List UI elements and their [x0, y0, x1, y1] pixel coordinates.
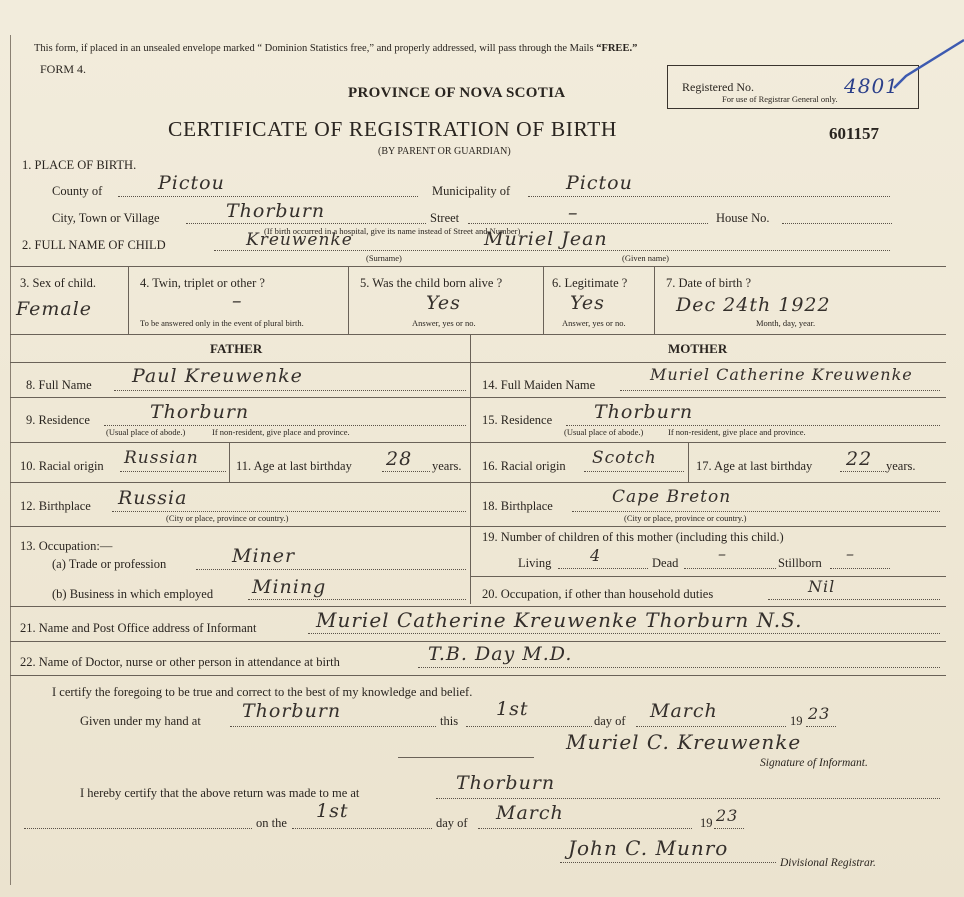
father-business-label: (b) Business in which employed — [52, 587, 214, 601]
mother-occupation-value: Nil — [808, 577, 836, 596]
check-mark-icon — [864, 36, 964, 96]
father-birthplace-note: (City or place, province or country.) — [166, 513, 289, 523]
mother-age-line — [840, 471, 886, 472]
certificate-subtitle: (BY PARENT OR GUARDIAN) — [378, 146, 511, 157]
registered-label: Registered No. — [682, 80, 754, 94]
child-name-line — [214, 250, 890, 251]
dob-value: Dec 24th 1922 — [676, 294, 831, 316]
father-name-value: Paul Kreuwenke — [132, 365, 303, 387]
given-month-line — [636, 726, 786, 727]
legitimate-value: Yes — [570, 292, 605, 314]
registrar-use-note: For use of Registrar General only. — [722, 94, 838, 104]
rule-mother-residence — [470, 442, 946, 443]
given-day-line — [466, 726, 592, 727]
place-of-birth-heading: 1. PLACE OF BIRTH. — [22, 158, 137, 172]
mother-age-value: 22 — [846, 448, 873, 470]
given-day-of-label: day of — [594, 714, 626, 728]
informant-signature: Muriel C. Kreuwenke — [566, 730, 802, 754]
mother-years-label: years. — [886, 459, 916, 473]
given-year-line — [806, 726, 836, 727]
mother-name-label: 14. Full Maiden Name — [482, 378, 596, 392]
father-racial-line — [120, 471, 226, 472]
twin-value: – — [232, 290, 243, 312]
parents-divider — [470, 334, 471, 604]
mother-residence-note: (Usual place of abode.) — [564, 427, 644, 437]
divisional-registrar-label: Divisional Registrar. — [780, 857, 876, 869]
city-line — [186, 223, 426, 224]
given-place-line — [230, 726, 436, 727]
alive-value: Yes — [426, 292, 461, 314]
father-name-label: 8. Full Name — [26, 378, 92, 392]
child-surname-value: Kreuwenke — [246, 230, 353, 250]
divider-6-7 — [654, 266, 655, 334]
divider-16-17 — [688, 442, 689, 482]
mother-stillborn-value: – — [846, 544, 855, 563]
mail-notice-free: “FREE.” — [596, 43, 638, 54]
father-nonresident-note: If non-resident, give place and province. — [212, 427, 350, 437]
child-given-value: Muriel Jean — [484, 228, 608, 250]
city-value: Thorburn — [226, 200, 326, 222]
rule-father-birthplace — [10, 526, 470, 527]
house-line — [782, 223, 892, 224]
registrar-signature: John C. Munro — [568, 836, 729, 860]
city-label: City, Town or Village — [52, 211, 160, 225]
municipality-value: Pictou — [566, 172, 633, 194]
father-age-line — [382, 471, 430, 472]
father-birthplace-label: 12. Birthplace — [20, 499, 91, 513]
mother-stillborn-label: Stillborn — [778, 556, 822, 570]
registrar-month-value: March — [496, 802, 564, 824]
registrar-year-prefix: 19 — [700, 816, 713, 830]
mother-stillborn-line — [830, 568, 890, 569]
twin-note: To be answered only in the event of plural birth. — [140, 318, 304, 328]
alive-note: Answer, yes or no. — [412, 318, 476, 328]
registrar-certify-statement: I hereby certify that the above return was made to me at — [80, 786, 360, 800]
father-occupation-label: 13. Occupation:— — [20, 539, 113, 553]
father-residence-note: (Usual place of abode.) — [106, 427, 186, 437]
street-label: Street — [430, 211, 460, 225]
informant-value: Muriel Catherine Kreuwenke Thorburn N.S. — [316, 608, 803, 632]
given-day-value: 1st — [496, 698, 529, 720]
rule-father-racial — [10, 482, 470, 483]
father-racial-label: 10. Racial origin — [20, 459, 104, 473]
mother-residence-label: 15. Residence — [482, 413, 553, 427]
mother-living-value: 4 — [590, 546, 602, 565]
registrar-year-value: 23 — [716, 806, 739, 825]
mail-notice — [34, 43, 637, 54]
rule-parents-heading — [10, 362, 946, 363]
mother-living-line — [558, 568, 648, 569]
county-label: County of — [52, 184, 103, 198]
hospital-note: (If birth occurred in a hospital, give its name instead of Street and Number) — [264, 226, 521, 236]
county-line — [118, 196, 418, 197]
father-trade-line — [196, 569, 466, 570]
registrar-signature-line — [560, 862, 776, 863]
registrar-place-value: Thorburn — [456, 772, 556, 794]
father-birthplace-line — [112, 511, 466, 512]
certify-statement: I certify the foregoing to be true and correct to the best of my knowledge and belief. — [52, 685, 473, 699]
mother-nonresident-note: If non-resident, give place and province. — [668, 427, 806, 437]
registrar-place-line — [436, 798, 940, 799]
doctor-label: 22. Name of Doctor, nurse or other person in attendance at birth — [20, 655, 340, 669]
rule-mother-name — [470, 397, 946, 398]
rule-doctor — [10, 675, 946, 676]
mail-notice-text: This form, if placed in an unsealed envelope marked “ Dominion Statistics free,” and properly addressed, will pass through the Mails — [34, 43, 594, 54]
certificate-title: CERTIFICATE OF REGISTRATION OF BIRTH — [168, 117, 618, 141]
municipality-line — [528, 196, 890, 197]
house-label: House No. — [716, 211, 770, 225]
sex-value: Female — [16, 298, 93, 320]
rule-mother-children — [470, 576, 946, 577]
rule-child-details-bottom — [10, 334, 946, 335]
father-heading: FATHER — [210, 341, 263, 356]
mother-name-line — [620, 390, 940, 391]
given-place-value: Thorburn — [242, 700, 342, 722]
given-month-value: March — [650, 700, 718, 722]
mother-residence-value: Thorburn — [594, 401, 694, 423]
father-age-label: 11. Age at last birthday — [236, 459, 352, 473]
father-age-value: 28 — [386, 448, 413, 470]
given-under-label: Given under my hand at — [80, 714, 201, 728]
twin-label: 4. Twin, triplet or other ? — [140, 276, 265, 290]
registrar-day-value: 1st — [316, 800, 349, 822]
registrar-month-line — [478, 828, 692, 829]
this-label: this — [440, 714, 459, 728]
given-year-value: 23 — [808, 704, 831, 723]
mother-residence-line — [566, 425, 940, 426]
rule-child-details-top — [10, 266, 946, 267]
rule-informant — [10, 641, 946, 642]
mother-living-label: Living — [518, 556, 552, 570]
divider-10-11 — [229, 442, 230, 482]
on-the-label: on the — [256, 816, 287, 830]
child-name-label: 2. FULL NAME OF CHILD — [22, 238, 166, 252]
mother-dead-label: Dead — [652, 556, 679, 570]
mother-children-label: 19. Number of children of this mother (including this child.) — [482, 530, 784, 544]
mother-birthplace-value: Cape Breton — [612, 487, 732, 507]
father-years-label: years. — [432, 459, 462, 473]
mother-heading: MOTHER — [668, 341, 728, 356]
mother-birthplace-label: 18. Birthplace — [482, 499, 553, 513]
mother-name-value: Muriel Catherine Kreuwenke — [650, 365, 913, 384]
mother-dead-value: – — [718, 544, 727, 563]
mother-racial-line — [584, 471, 684, 472]
divider-4-5 — [348, 266, 349, 334]
registered-box — [667, 65, 919, 109]
mother-birthplace-line — [572, 511, 940, 512]
given-name-note: (Given name) — [622, 253, 669, 263]
mother-occupation-line — [768, 599, 940, 600]
father-residence-line — [104, 425, 466, 426]
father-residence-value: Thorburn — [150, 401, 250, 423]
province-heading: PROVINCE OF NOVA SCOTIA — [348, 85, 566, 101]
informant-line — [308, 633, 940, 634]
father-residence-label: 9. Residence — [26, 413, 90, 427]
sex-label: 3. Sex of child. — [20, 276, 97, 290]
divider-5-6 — [543, 266, 544, 334]
street-line — [468, 223, 708, 224]
street-value: – — [568, 202, 579, 224]
rule-father-residence — [10, 442, 470, 443]
mother-occupation-label: 20. Occupation, if other than household duties — [482, 587, 714, 601]
rule-mother-birthplace — [470, 526, 946, 527]
municipality-label: Municipality of — [432, 184, 511, 198]
mother-age-label: 17. Age at last birthday — [696, 459, 813, 473]
doctor-value: T.B. Day M.D. — [428, 643, 573, 665]
father-trade-value: Miner — [232, 545, 296, 567]
father-trade-label: (a) Trade or profession — [52, 557, 167, 571]
registered-number: 4801 — [844, 74, 899, 98]
left-margin-line — [10, 35, 11, 885]
registrar-day-of-label: day of — [436, 816, 468, 830]
informant-label: 21. Name and Post Office address of Informant — [20, 621, 257, 635]
short-rule — [398, 757, 534, 758]
form-number: FORM 4. — [40, 62, 87, 76]
dob-label: 7. Date of birth ? — [666, 276, 752, 290]
dob-note: Month, day, year. — [756, 318, 816, 328]
father-business-line — [248, 599, 466, 600]
rule-mother-racial — [470, 482, 946, 483]
given-year-prefix: 19 — [790, 714, 803, 728]
registrar-day-line — [292, 828, 432, 829]
father-business-value: Mining — [252, 576, 327, 598]
registrar-year-line — [714, 828, 744, 829]
father-birthplace-value: Russia — [118, 487, 188, 509]
registrar-lead-line — [24, 828, 252, 829]
legitimate-label: 6. Legitimate ? — [552, 276, 628, 290]
surname-note: (Surname) — [366, 253, 402, 263]
alive-label: 5. Was the child born alive ? — [360, 276, 503, 290]
father-racial-value: Russian — [124, 448, 199, 468]
county-value: Pictou — [158, 172, 225, 194]
father-name-line — [114, 390, 466, 391]
divider-3-4 — [128, 266, 129, 334]
mother-racial-value: Scotch — [592, 448, 657, 468]
mother-dead-line — [684, 568, 776, 569]
rule-parents-bottom — [10, 606, 946, 607]
mother-racial-label: 16. Racial origin — [482, 459, 566, 473]
mother-birthplace-note: (City or place, province or country.) — [624, 513, 747, 523]
rule-father-name — [10, 397, 470, 398]
certificate-number: 601157 — [829, 124, 880, 143]
doctor-line — [418, 667, 940, 668]
signature-of-informant-label: Signature of Informant. — [760, 757, 868, 769]
legitimate-note: Answer, yes or no. — [562, 318, 626, 328]
